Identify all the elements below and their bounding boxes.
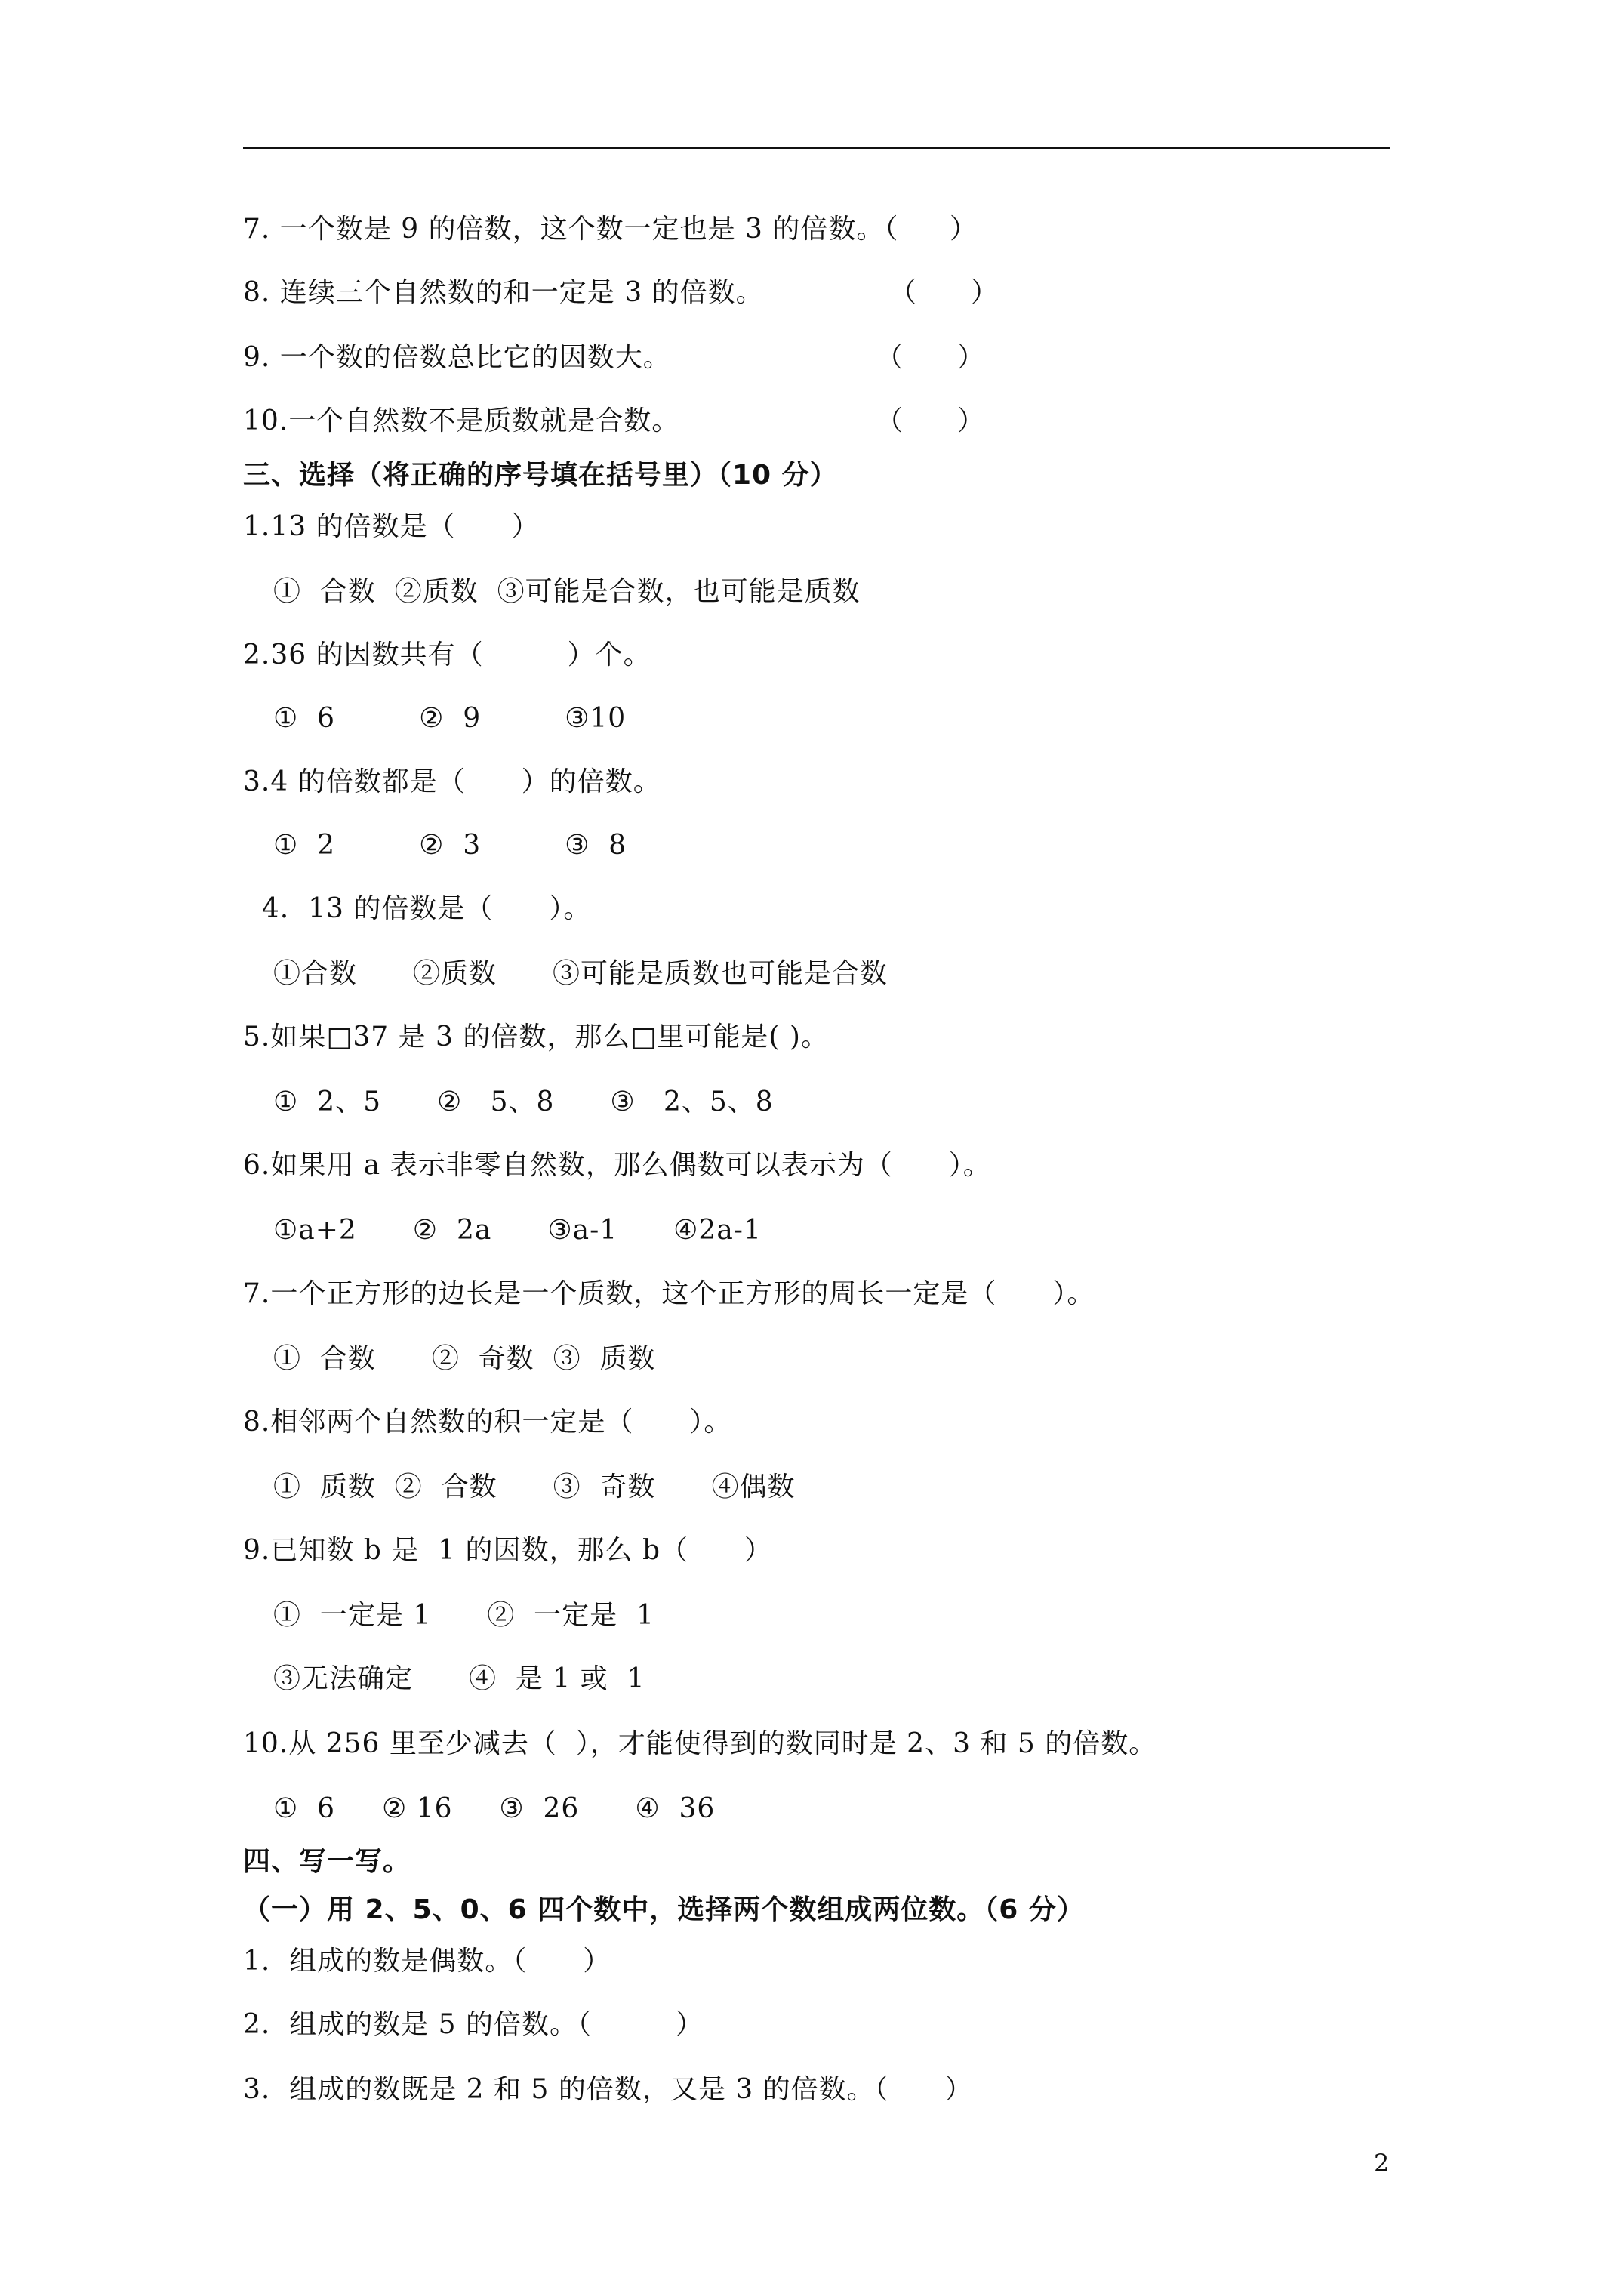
judgement-item-7: 7. 一个数是 9 的倍数，这个数一定也是 3 的倍数。（ [243, 214, 899, 245]
choice-question-7: 7.一个正方形的边长是一个质数，这个正方形的周长一定是（ ）。 [243, 1278, 1095, 1309]
answer-blank-10: （ ） [876, 405, 985, 436]
write-item-2: 2. 组成的数是 5 的倍数。（ ） [243, 2009, 704, 2040]
answer-blank-8: （ ） [889, 277, 999, 308]
choice-options-5: ① 2、5 ② 5、8 ③ 2、5、8 [273, 1086, 774, 1117]
answer-blank-7: ） [950, 214, 978, 245]
judgement-item-8: 8. 连续三个自然数的和一定是 3 的倍数。 [243, 277, 764, 308]
choice-options-1: ① 合数 ②质数 ③可能是合数，也可能是质数 [273, 576, 861, 607]
choice-question-8: 8.相邻两个自然数的积一定是（ ）。 [243, 1407, 732, 1438]
choice-question-3: 3.4 的倍数都是（ ）的倍数。 [243, 766, 661, 797]
choice-options-8: ① 质数 ② 合数 ③ 奇数 ④偶数 [273, 1472, 796, 1502]
section-4-heading: 四、写一写。 [243, 1846, 411, 1877]
choice-options-10: ① 6 ② 16 ③ 26 ④ 36 [273, 1793, 716, 1824]
choice-options-4: ①合数 ②质数 ③可能是质数也可能是合数 [273, 958, 888, 989]
choice-options-2: ① 6 ② 9 ③10 [273, 703, 627, 734]
choice-question-1: 1.13 的倍数是（ ） [243, 511, 540, 542]
write-item-1: 1. 组成的数是偶数。（ ） [243, 1946, 611, 1977]
choice-question-4: 4. 13 的倍数是（ ）。 [243, 893, 592, 924]
choice-options-9b: ③无法确定 ④ 是 1 或 1 [273, 1663, 645, 1694]
judgement-item-9: 9. 一个数的倍数总比它的因数大。 [243, 342, 671, 373]
judgement-item-10: 10.一个自然数不是质数就是合数。 [243, 405, 680, 436]
answer-blank-9: （ ） [876, 342, 985, 373]
choice-options-9a: ① 一定是 1 ② 一定是 1 [273, 1600, 654, 1631]
choice-question-5: 5.如果□37 是 3 的倍数，那么□里可能是( )。 [243, 1022, 829, 1052]
choice-options-3: ① 2 ② 3 ③ 8 [273, 830, 627, 861]
page-number: 2 [1374, 2149, 1390, 2177]
choice-options-6: ①a+2 ② 2a ③a-1 ④2a-1 [273, 1215, 762, 1246]
choice-question-6: 6.如果用 a 表示非零自然数，那么偶数可以表示为（ ）。 [243, 1150, 991, 1181]
choice-question-2: 2.36 的因数共有（ ）个。 [243, 639, 651, 670]
section-3-heading: 三、选择（将正确的序号填在括号里）（10 分） [243, 460, 838, 491]
section-4-subheading: （一）用 2、5、0、6 四个数中，选择两个数组成两位数。（6 分） [243, 1894, 1085, 1925]
choice-question-10: 10.从 256 里至少减去（ ），才能使得到的数同时是 2、3 和 5 的倍数。 [243, 1728, 1157, 1759]
header-rule [243, 147, 1390, 149]
choice-question-9: 9.已知数 b 是 1 的因数，那么 b（ ） [243, 1535, 773, 1566]
write-item-3: 3. 组成的数既是 2 和 5 的倍数，又是 3 的倍数。（ ） [243, 2074, 973, 2105]
choice-options-7: ① 合数 ② 奇数 ③ 质数 [273, 1343, 656, 1374]
